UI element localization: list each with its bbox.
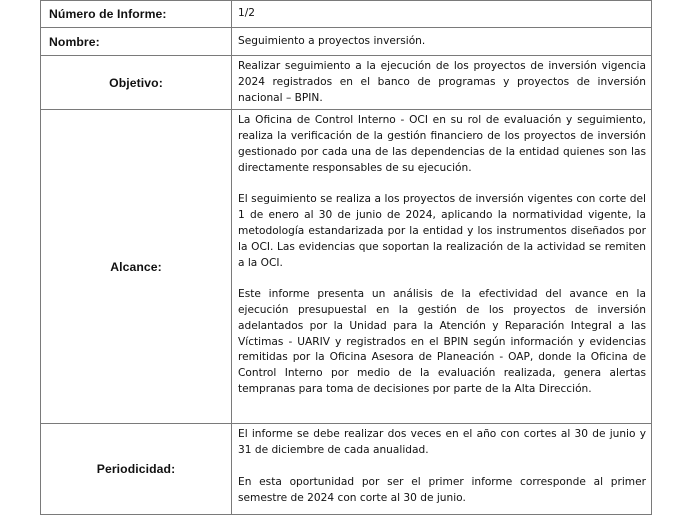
- periodicidad-paragraph: El informe se debe realizar dos veces en el año con cortes al 30 de junio y 31 de diciembre de cada anualidad.: [238, 428, 646, 457]
- numero-informe-label-cell: [41, 1, 232, 28]
- numero-informe-label: Número de Informe:: [49, 7, 167, 21]
- row-numero-informe: [41, 1, 652, 28]
- objetivo-label-cell: [41, 56, 232, 110]
- alcance-paragraph: El seguimiento se realiza a los proyectos de inversión vigentes con corte del 1 de enero al 30 de junio de 2024, aplicando la normatividad vigente, la metodología estandarizada por la entidad y los instrumentos diseñados por la OCI. Las evidencias que soportan la realización de la actividad se remiten a la OCI.: [238, 193, 646, 269]
- periodicidad-label-cell: [41, 424, 232, 515]
- nombre-label: Nombre:: [49, 34, 100, 49]
- report-info-table: [40, 0, 652, 515]
- alcance-value-cell: [232, 110, 652, 424]
- nombre-value: Seguimiento a proyectos inversión.: [238, 34, 426, 47]
- nombre-value-cell: [232, 28, 652, 56]
- alcance-paragraph: Este informe presenta un análisis de la efectividad del avance en la ejecución presupuestal en la gestión de los proyectos de inversión adelantados por la Unidad para la Atención y Reparación Integral a las Víctimas - UARIV y registrados en el BPIN según información y evidencias remitidas por la Oficina Asesora de Planeación - OAP, donde la Oficina de Control Interno por medio de la evaluación realizada, genera alertas tempranas para toma de decisiones por parte de la Alta Dirección.: [238, 288, 646, 395]
- numero-informe-value-cell: [232, 1, 652, 28]
- objetivo-value-cell: [232, 56, 652, 110]
- periodicidad-label: Periodicidad:: [96, 462, 176, 477]
- row-nombre: [41, 28, 652, 56]
- objetivo-label: Objetivo:: [109, 75, 163, 90]
- periodicidad-value-cell: [232, 424, 652, 515]
- alcance-paragraph: La Oficina de Control Interno - OCI en su rol de evaluación y seguimiento, realiza la verificación de la gestión financiero de los proyectos de inversión gestionado por cada una de las dependencias de la entidad quienes son las directamente responsables de su ejecución.: [238, 114, 646, 174]
- row-periodicidad: [41, 424, 652, 515]
- objetivo-value: Realizar seguimiento a la ejecución de los proyectos de inversión vigencia 2024 registrados en el banco de programas y proyectos de inversión nacional – BPIN.: [238, 60, 646, 104]
- nombre-label-cell: [41, 28, 232, 56]
- numero-informe-value: 1/2: [238, 7, 256, 20]
- periodicidad-paragraph: En esta oportunidad por ser el primer informe corresponde al primer semestre de 2024 con corte al 30 de junio.: [238, 475, 646, 504]
- alcance-text: [232, 110, 651, 400]
- alcance-label: Alcance:: [110, 259, 162, 274]
- alcance-label-cell: [41, 110, 232, 424]
- row-alcance: [41, 110, 652, 424]
- row-objetivo: [41, 56, 652, 110]
- periodicidad-text: [232, 424, 651, 509]
